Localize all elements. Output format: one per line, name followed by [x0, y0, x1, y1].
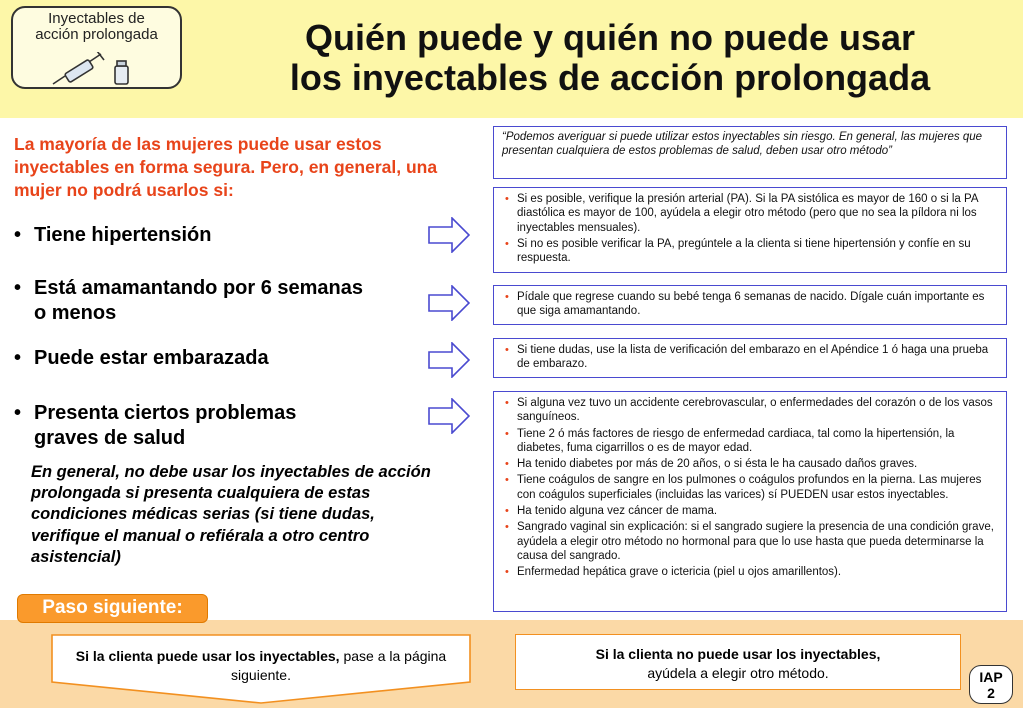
condition-label: Está amamantando por 6 semanas: [34, 277, 364, 299]
arrow-right-icon: [428, 342, 470, 378]
pregnancy-box: [493, 338, 1007, 378]
page-tag-code: IAP: [979, 669, 1003, 685]
page-tag: [969, 665, 1013, 704]
arrow-right-icon: [428, 285, 470, 321]
can-use-rest: pase a la página siguiente.: [231, 648, 447, 683]
bullet-icon: •: [14, 347, 22, 369]
title-line-2: los inyectables de acción prolongada: [289, 57, 931, 98]
counsel-quote: “Podemos averiguar si puede utilizar estos inyectables sin riesgo. En general, las mujeres que presentan cualquiera de estos problemas de salud, deben usar otro método”: [502, 131, 983, 158]
health-problems-box: [493, 391, 1007, 612]
condition-label: Puede estar embarazada: [34, 347, 269, 369]
condition-hypertension: [14, 223, 434, 248]
list-item: • Si tiene dudas, use la lista de verificación del embarazo en el Apéndice 1 ó haga una prueba de embarazo.: [504, 343, 998, 372]
condition-breastfeeding: [14, 276, 434, 326]
list-item: • Pídale que regrese cuando su bebé tenga 6 semanas de nacido. Dígale cuán importante es que siga amamantando.: [504, 290, 998, 319]
page-number: 2: [987, 685, 995, 701]
section-badge: [11, 6, 182, 89]
list-item: • Si es posible, verifique la presión arterial (PA). Si la PA sistólica es mayor de 160 o si la PA diastólica es mayor de 100, ayúdela a elegir otro método (pero que no sea la píldora ni los inyectables mensuales).: [504, 192, 998, 235]
counsel-quote-box: [493, 126, 1007, 179]
badge-line-2: acción prolongada: [35, 26, 158, 43]
cannot-use-box: [515, 634, 961, 690]
arrow-right-icon: [428, 398, 470, 434]
syringe-icon: [51, 52, 141, 88]
condition-pregnancy: [14, 346, 434, 371]
arrow-right-icon: [428, 217, 470, 253]
cannot-use-line-2: ayúdela a elegir otro método.: [647, 665, 829, 681]
bullet-icon: •: [14, 277, 22, 299]
list-item: • Enfermedad hepática grave o ictericia (piel u ojos amarillentos).: [504, 565, 998, 579]
list-item: • Tiene 2 ó más factores de riesgo de enfermedad cardiaca, tal como la hipertensión, la diabetes, fuma cigarrillos o es de mayor edad.: [504, 427, 998, 456]
list-item: • Si alguna vez tuvo un accidente cerebrovascular, o enfermedades del corazón o de los vasos sanguíneos.: [504, 396, 998, 425]
condition-label-cont: graves de salud: [34, 427, 186, 449]
list-item: • Si no es posible verificar la PA, pregúntele a la clienta si tiene hipertensión y confíe en su respuesta.: [504, 237, 998, 266]
page-title: [200, 18, 1020, 98]
can-use-box: [51, 634, 471, 704]
condition-health: [14, 401, 434, 451]
bullet-icon: •: [14, 224, 22, 246]
health-note: En general, no debe usar los inyectables de acción prolongada si presenta cualquiera de estas condiciones médicas serias (si tiene dudas, verifique el manual o refiérala a otro centro asistencial): [31, 463, 431, 566]
hypertension-box: [493, 187, 1007, 273]
can-use-text: [61, 647, 461, 685]
intro-text: La mayoría de las mujeres puede usar estos inyectables en forma segura. Pero, en general, una mujer no podrá usarlos si:: [14, 134, 438, 200]
condition-label: Presenta ciertos problemas: [34, 402, 297, 424]
cannot-use-line-1: Si la clienta no puede usar los inyectables,: [595, 646, 881, 662]
next-step-label: Paso siguiente:: [17, 594, 208, 623]
list-item: • Tiene coágulos de sangre en los pulmones o coágulos profundos en la pierna. Las mujeres con coágulos superficiales (incluidas las varices) sí PUEDEN usar estos inyectables.: [504, 473, 998, 502]
condition-label-cont: o menos: [34, 302, 117, 324]
list-item: • Ha tenido diabetes por más de 20 años, o si ésta le ha causado daños graves.: [504, 457, 998, 471]
list-item: • Sangrado vaginal sin explicación: si el sangrado sugiere la presencia de una condición grave, ayúdela a elegir otro método no hormonal para que lo use hasta que pueda determinarse la causa del sangrado.: [504, 520, 998, 563]
bullet-icon: •: [14, 402, 22, 424]
title-line-1: Quién puede y quién no puede usar: [304, 17, 916, 58]
can-use-bold: Si la clienta puede usar los inyectables,: [75, 648, 340, 664]
list-item: • Ha tenido alguna vez cáncer de mama.: [504, 504, 998, 518]
badge-line-1: Inyectables de: [48, 10, 145, 27]
condition-label: Tiene hipertensión: [34, 224, 212, 246]
breastfeeding-box: [493, 285, 1007, 325]
